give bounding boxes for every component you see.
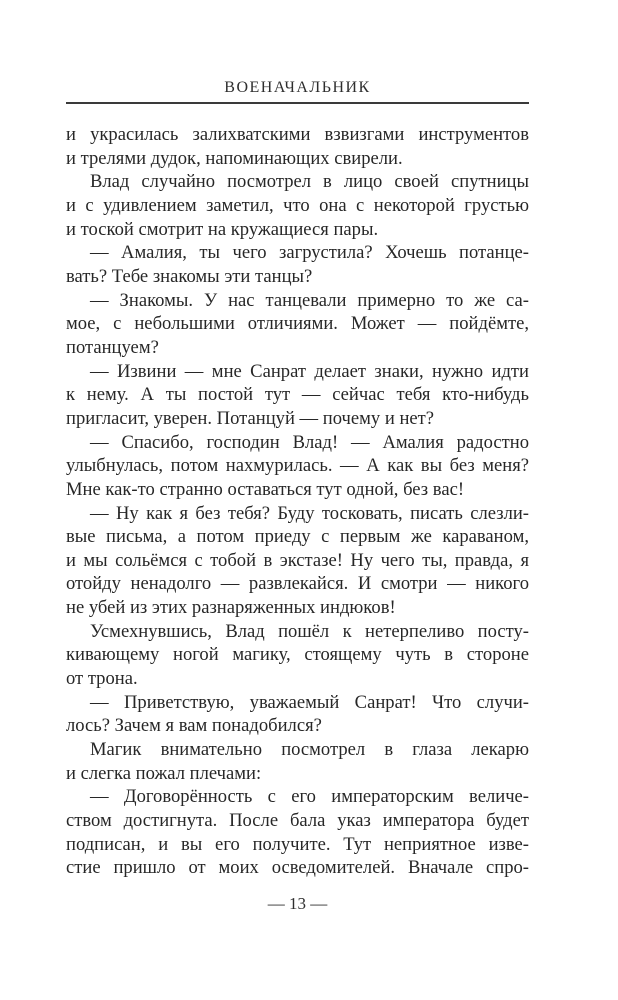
text-line: улыбнулась, потом нахмурилась. — А как вы без меня? (66, 455, 529, 477)
header-rule (66, 102, 529, 104)
text-line: — Ну как я без тебя? Буду тосковать, писать слезли- (90, 502, 529, 524)
text-line: и тоской смотрит на кружащиеся пары. (66, 218, 379, 240)
page-number: — 13 — (267, 894, 328, 913)
paragraph (66, 241, 529, 288)
text-line: к нему. А ты постой тут — сейчас тебя кто-нибудь (66, 384, 529, 406)
text-line: пригласит, уверен. Потанцуй — почему и нет? (66, 407, 435, 429)
text-line: не убей из этих разнаряженных индюков! (66, 597, 396, 619)
text-line: мое, с небольшими отличиями. Может — пойдёмте, (66, 313, 529, 335)
paragraph (66, 170, 529, 241)
text-line: Усмехнувшись, Влад пошёл к нетерпеливо посту- (90, 620, 529, 642)
paragraph (66, 502, 529, 620)
text-line: — Знакомы. У нас танцевали примерно то же са- (90, 289, 529, 311)
paragraph (66, 431, 529, 502)
text-line: — Извини — мне Санрат делает знаки, нужно идти (90, 360, 529, 382)
text-line: стие пришло от моих осведомителей. Вначале спро- (66, 857, 529, 879)
text-line: и мы сольёмся с тобой в экстазе! Ну чего ты, правда, я (66, 549, 529, 571)
text-line: отойду ненадолго — развлекайся. И смотри — никого (66, 573, 529, 595)
text-line: Магик внимательно посмотрел в глаза лекарю (90, 739, 529, 761)
text-line: и украсилась залихватскими взвизгами инструментов (66, 124, 529, 145)
body-text (66, 123, 529, 880)
text-line: от трона. (66, 668, 138, 690)
running-header-title: ВОЕНАЧАЛЬНИК (224, 79, 371, 96)
text-line: ством достигнута. После бала указ императора будет (66, 810, 529, 832)
text-line: вать? Тебе знакомы эти танцы? (66, 265, 313, 287)
paragraph (66, 691, 529, 738)
text-line: Влад случайно посмотрел в лицо своей спутницы (90, 171, 529, 193)
text-line: и слегка пожал плечами: (66, 762, 262, 784)
text-line: потанцуем? (66, 336, 159, 358)
text-line: — Спасибо, господин Влад! — Амалия радостно (90, 431, 529, 453)
paragraph (66, 289, 529, 360)
text-line: вые письма, а потом приеду с первым же караваном, (66, 526, 529, 548)
paragraph (66, 123, 529, 170)
text-line: лось? Зачем я вам понадобился? (66, 715, 322, 737)
text-line: и трелями дудок, напоминающих свирели. (66, 147, 403, 169)
paragraph (66, 785, 529, 880)
text-line: Мне как-то странно оставаться тут одной, без вас! (66, 478, 465, 500)
text-line: — Приветствую, уважаемый Санрат! Что случи- (90, 691, 529, 713)
text-line: — Амалия, ты чего загрустила? Хочешь потанце- (90, 242, 529, 264)
paragraph (66, 360, 529, 431)
text-line: и с удивлением заметил, что она с некоторой грустью (66, 194, 529, 216)
text-line: — Договорённость с его императорским величе- (90, 786, 529, 808)
paragraph (66, 738, 529, 785)
text-line: кивающему ногой магику, стоящему чуть в стороне (66, 644, 529, 666)
paragraph (66, 620, 529, 691)
text-line: подписан, и вы его получите. Тут неприятное изве- (66, 833, 529, 855)
